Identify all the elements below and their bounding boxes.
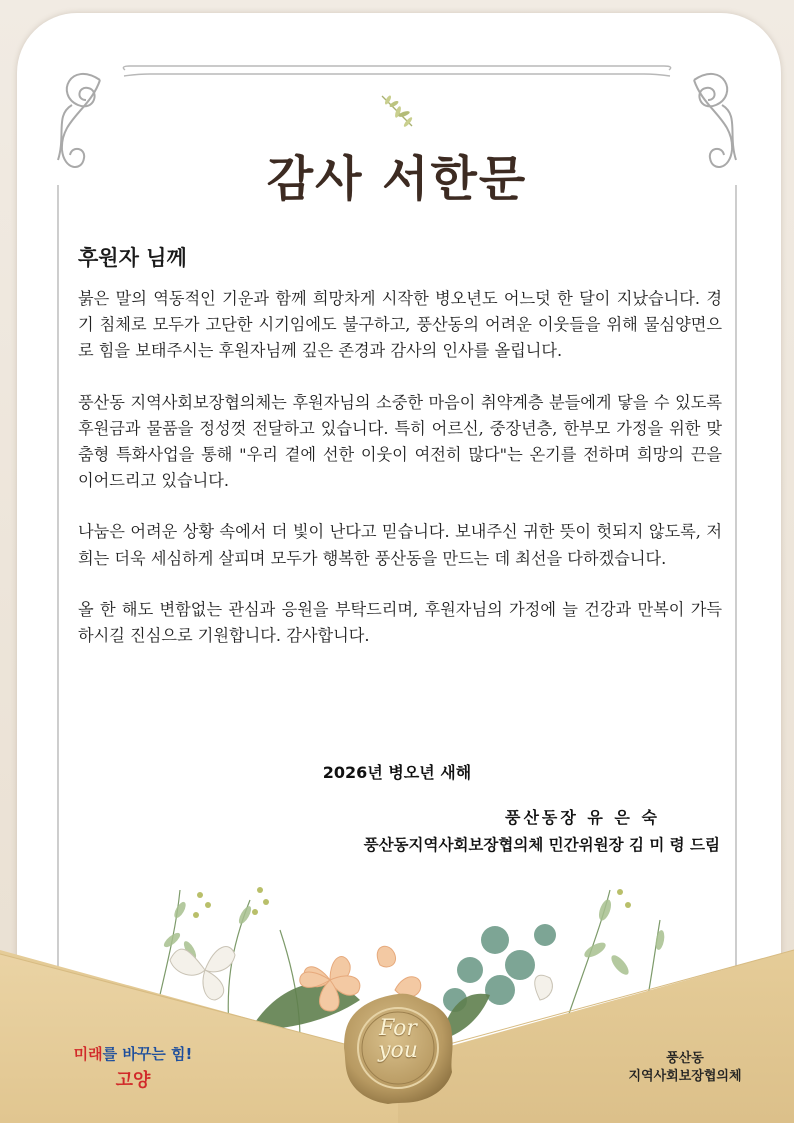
body-paragraph: 풍산동 지역사회보장협의체는 후원자님의 소중한 마음이 취약계층 분들에게 닿을 수 있도록 후원금과 물품을 정성껏 전달하고 있습니다. 특히 어르신, 중장년층, 한부모 가정을 위한 맞춤형 특화사업을 통해 "우리 곁에 선한 이웃이 여전히 많다"는 온기를 전하며 희망의 끈을 이어드리고 있습니다. (78, 392, 722, 491)
seal-line-2: you (378, 1038, 418, 1063)
salutation: 후원자 님께 (78, 246, 187, 270)
slogan-city: 고양 (115, 1070, 151, 1091)
org-line-1: 풍산동 (666, 1051, 704, 1066)
signature-dong-chief: 풍산동장 유 은 숙 (505, 808, 660, 827)
body-paragraph: 올 한 해도 변함없는 관심과 응원을 부탁드리며, 후원자님의 가정에 늘 건강과 만복이 가득하시길 진심으로 기원합니다. 감사합니다. (78, 599, 722, 646)
signature-council-chair: 풍산동지역사회보장협의체 민간위원장 김 미 령 드림 (363, 836, 720, 854)
body-paragraph: 붉은 말의 역동적인 기운과 함께 희망차게 시작한 병오년도 어느덧 한 달이 지났습니다. 경기 침체로 모두가 고단한 시기임에도 불구하고, 풍산동의 어려운 이웃들을 위해 물심양면으로 힘을 보태주시는 후원자님께 깊은 존경과 감사의 인사를 올립니다. (78, 289, 722, 361)
slogan-accent: 미래 (73, 1045, 103, 1063)
letter-title: 감사 서한문 (266, 151, 528, 207)
seal-line-1: For (379, 1016, 417, 1041)
letter-body (78, 286, 722, 674)
body-paragraph: 나눔은 어려운 상황 속에서 더 빛이 난다고 믿습니다. 보내주신 귀한 뜻이 헛되지 않도록, 저희는 더욱 세심하게 살피며 모두가 행복한 풍산동을 만드는 데 최선을 다하겠습니다. (78, 522, 722, 568)
seal-text (340, 1018, 456, 1062)
date-line: 2026년 병오년 새해 (322, 763, 472, 782)
slogan-rest: 를 바꾸는 힘! (102, 1045, 193, 1063)
goyang-slogan-logo (58, 1043, 208, 1092)
slogan-line-1 (58, 1043, 208, 1064)
leaf-ornament-icon (376, 90, 418, 130)
org-line-2: 지역사회보장협의체 (628, 1069, 742, 1084)
org-logo (610, 1050, 760, 1086)
